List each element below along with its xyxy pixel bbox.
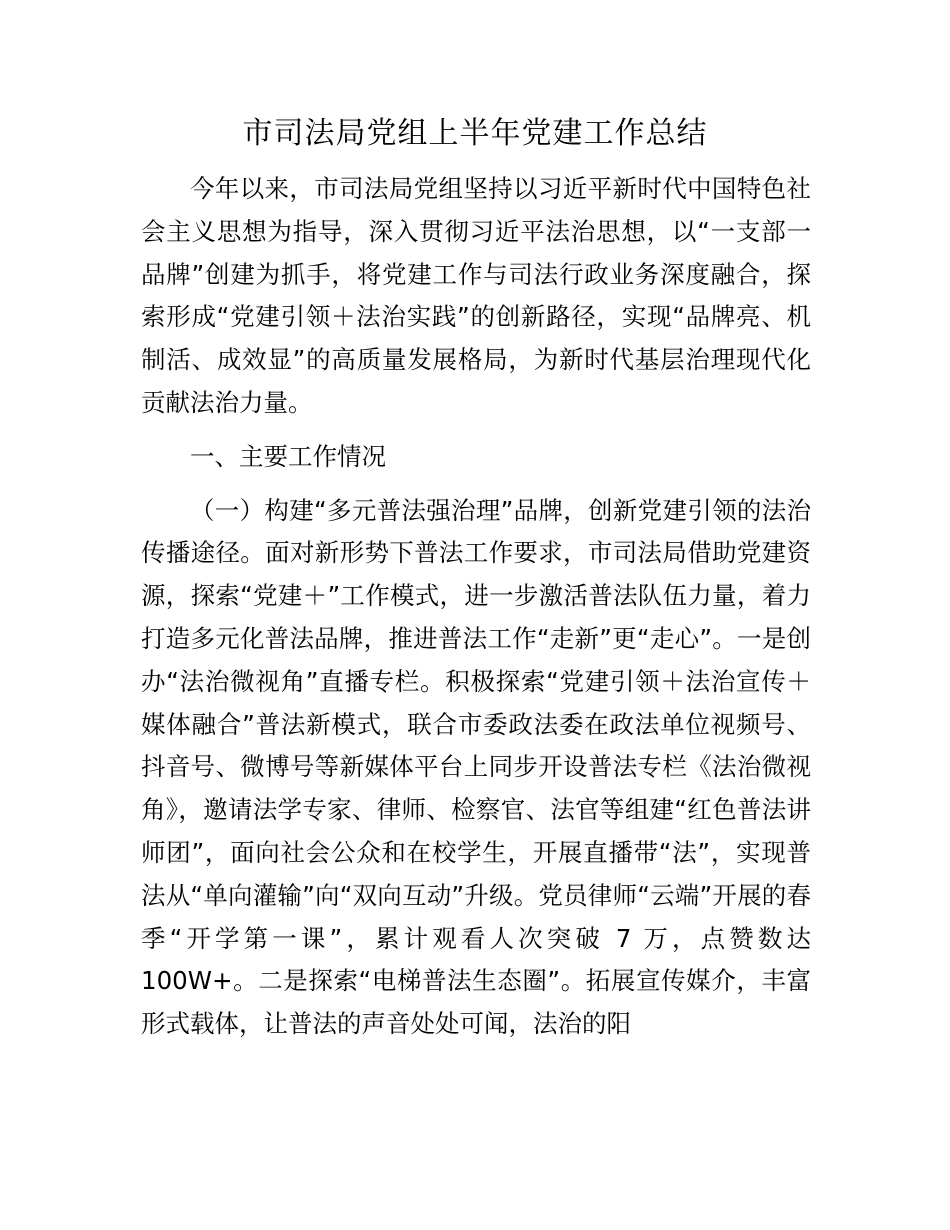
section-heading: 一、主要工作情况 (190, 441, 386, 471)
document-title: 市司法局党组上半年党建工作总结 (242, 116, 708, 151)
document-body (141, 168, 811, 1046)
section-paragraph: （一）构建“多元普法强治理”品牌，创新党建引领的法治传播途径。面对新形势下普法工作要求，市司法局借助党建资源，探索“党建＋”工作模式，进一步激活普法队伍力量，着力打造多元化普法品牌，推进普法工作“走新”更“走心”。一是创办“法治微视角”直播专栏。积极探索“党建引领＋法治宣传＋媒体融合”普法新模式，联合市委政法委在政法单位视频号、抖音号、微博号等新媒体平台上同步开设普法专栏《法治微视角》，邀请法学专家、律师、检察官、法官等组建“红色普法讲师团”，面向社会公众和在校学生，开展直播带“法”，实现普法从“单向灌输”向“双向互动”升级。党员律师“云端”开展的春季“开学第一课”，累计观看人次突破 7 万，点赞数达 100W+。二是探索“电梯普法生态圈”。拓展宣传媒介，丰富形式载体，让普法的声音处处可闻，法治的阳 (141, 495, 811, 1039)
intro-paragraph: 今年以来，市司法局党组坚持以习近平新时代中国特色社会主义思想为指导，深入贯彻习近平法治思想，以“一支部一品牌”创建为抓手，将党建工作与司法行政业务深度融合，探索形成“党建引领＋法治实践”的创新路径，实现“品牌亮、机制活、成效显”的高质量发展格局，为新时代基层治理现代化贡献法治力量。 (141, 174, 811, 417)
